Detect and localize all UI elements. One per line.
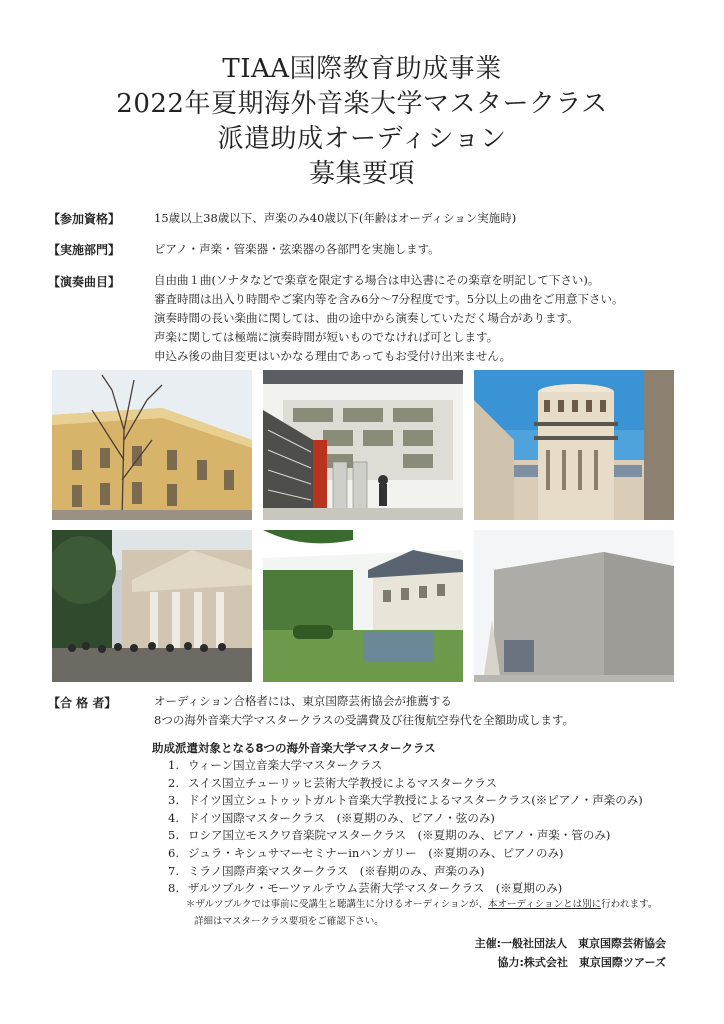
title-block <box>0 52 724 192</box>
title-line-4: 募集要項 <box>308 159 415 189</box>
repertoire-line: 声楽に関しては極端に演奏時間が短いものでなければ可とします。 <box>154 330 499 344</box>
list-item <box>168 757 643 775</box>
note-prefix: ＊ザルツブルクでは事前に受講生と聴講生に分けるオーディションが、 <box>186 899 489 910</box>
salzburg-note-line2: 詳細はマスタークラス要項をご確認下さい。 <box>194 916 384 927</box>
title-line-3: 派遣助成オーディション <box>217 124 507 154</box>
repertoire-line: 自由曲１曲(ソナタなどで楽章を限定する場合は申込書にその楽章を明記して下さい)。 <box>154 273 600 287</box>
winners-line: 8つの海外音楽大学マスタークラスの受講費及び往復航空券代を全額助成します。 <box>154 713 575 727</box>
list-item-number: 2. <box>168 775 179 790</box>
list-item-number: 8. <box>168 881 179 896</box>
list-item-number: 6. <box>168 845 179 860</box>
list-item-number: 1. <box>168 758 179 772</box>
list-item <box>168 775 643 793</box>
photo-stone-cube <box>474 530 674 682</box>
course-list <box>168 757 643 898</box>
repertoire-line: 審査時間は出入り時間やご案内等を含み6分〜7分程度です。5分以上の曲をご用意下さい。 <box>154 292 624 306</box>
winners-line: オーディション合格者には、東京国際芸術協会が推薦する <box>154 694 452 708</box>
repertoire-label: 【演奏曲目】 <box>48 275 121 289</box>
photo-round-tower <box>474 370 674 520</box>
departments-label: 【実施部門】 <box>48 243 121 257</box>
title-line-1: TIAA国際教育助成事業 <box>222 54 502 84</box>
list-item-number: 7. <box>168 863 179 878</box>
winners-text <box>154 692 694 730</box>
list-item <box>168 827 643 845</box>
repertoire-line: 申込み後の曲目変更はいかなる理由であってもお受付け出来ません。 <box>154 349 512 363</box>
title-line-2: 2022年夏期海外音楽大学マスタークラス <box>116 89 608 119</box>
repertoire-line: 演奏時間の長い楽曲に関しては、曲の途中から演奏していただく場合があります。 <box>154 311 579 325</box>
list-item-text: ザルツブルク・モーツァルテウム芸術大学マスタークラス (※夏期のみ) <box>188 881 563 896</box>
note-suffix: 行われます。 <box>601 899 658 910</box>
list-item-number: 3. <box>168 793 179 808</box>
eligibility-text: 15歳以上38歳以下、声楽のみ40歳以下(年齢はオーディション実施時) <box>154 211 517 225</box>
photo-portico-crowd <box>52 530 252 682</box>
list-item-text: ロシア国立モスクワ音楽院マスタークラス (※夏期のみ、ピアノ・声楽・管のみ) <box>188 828 611 843</box>
list-item-text: ドイツ国立シュトゥットガルト音楽大学教授によるマスタークラス(※ピアノ・声楽のみ) <box>188 793 643 808</box>
photo-garden-pond <box>263 530 463 682</box>
photo-atrium-interior <box>263 370 463 520</box>
list-item-text: ミラノ国際声楽マスタークラス (※春期のみ、声楽のみ) <box>188 863 485 878</box>
list-item-number: 5. <box>168 828 179 843</box>
course-list-heading: 助成派遣対象となる8つの海外音楽大学マスタークラス <box>152 741 436 755</box>
list-item-text: スイス国立チューリッヒ芸術大学教授によるマスタークラス <box>188 775 498 790</box>
list-item-text: ウィーン国立音楽大学マスタークラス <box>188 758 383 772</box>
list-item-text: ドイツ国際マスタークラス (※夏期のみ、ピアノ・弦のみ) <box>188 810 495 825</box>
photo-grid <box>52 370 674 682</box>
salzburg-note <box>186 897 657 912</box>
list-item-number: 4. <box>168 810 179 825</box>
eligibility-label: 【参加資格】 <box>48 212 121 226</box>
list-item <box>168 792 643 810</box>
departments-text: ピアノ・声楽・管楽器・弦楽器の各部門を実施します。 <box>154 242 440 256</box>
list-item-text: ジュラ・キシュサマーセミナーinハンガリー (※夏期のみ、ピアノのみ) <box>188 845 564 860</box>
list-item <box>168 863 643 881</box>
organizer-host: 主催:一般社団法人 東京国際芸術協会 <box>474 937 666 950</box>
list-item <box>168 810 643 828</box>
organizer-cooperation: 協力:株式会社 東京国際ツアーズ <box>497 956 666 969</box>
photo-vienna-building <box>52 370 252 520</box>
note-underline: 本オーディションとは別に <box>488 899 602 910</box>
list-item <box>168 880 643 898</box>
list-item <box>168 845 643 863</box>
repertoire-text <box>154 271 694 366</box>
winners-label: 【合 格 者】 <box>48 696 117 710</box>
